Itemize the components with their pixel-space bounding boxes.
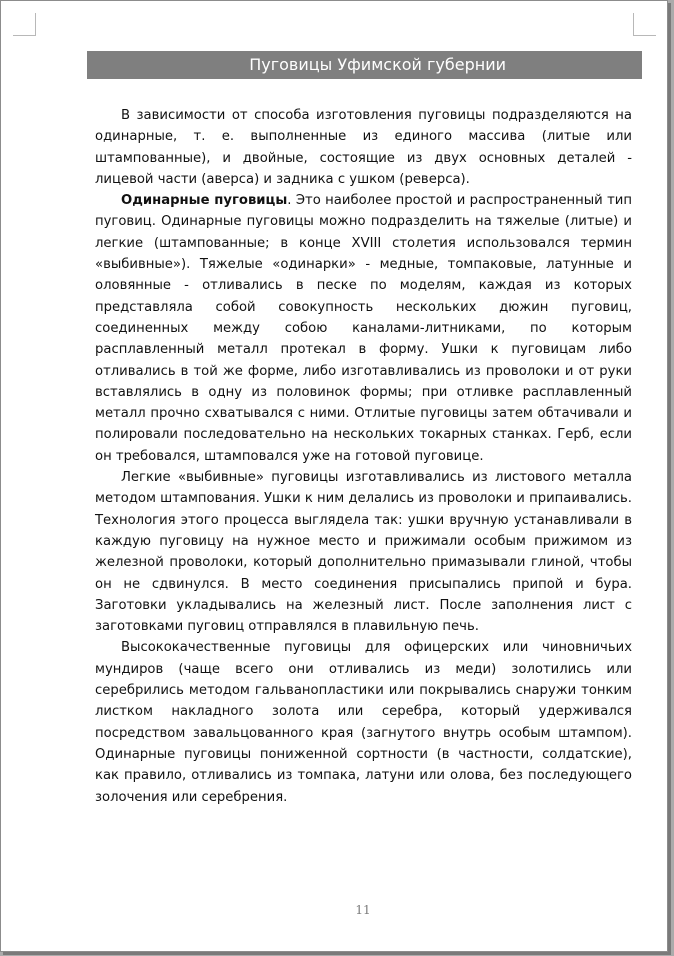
paragraph bbox=[95, 190, 632, 467]
paragraph bbox=[95, 105, 632, 190]
margin-corner-mark bbox=[13, 13, 36, 36]
paragraph-text: Высококачественные пуговицы для офицерских или чиновничьих мундиров (чаще всего они отливались из меди) золотились или серебрились методом гальванопластики или покрывались снаружи тонким листком накладного золота или серебра, который удерживался посредством завальцованного края (загнутого внутрь особым штампом). Одинарные пуговицы пониженной сортности (в частности, солдатские), как правило, отливались из томпака, латуни или олова, без последующего золочения или серебрения. bbox=[95, 640, 632, 805]
margin-corner-mark bbox=[633, 13, 656, 36]
page-title: Пуговицы Уфимской губернии bbox=[87, 51, 642, 79]
paragraph-text: В зависимости от способа изготовления пуговицы подразделяются на одинарные, т. е. выполненные из единого массива (литые или штампованные), и двойные, состоящие из двух основных деталей - лицевой части (аверса) и задника с ушком (реверса). bbox=[95, 108, 632, 187]
paragraph-text: Легкие «выбивные» пуговицы изготавливались из листового металла методом штампования. Ушки к ним делались из проволоки и припаивались. Технология этого процесса выглядела так: ушки вручную устанавливали в каждую пуговицу на нужное место и прижимали особым прижимом из железной проволоки, который дополнительно примазывали глиной, чтобы он не сдвинулся. В место соединения присыпались припой и бура. Заготовки укладывались на железный лист. После заполнения лист с заготовками пуговиц отправлялся в плавильную печь. bbox=[95, 470, 632, 635]
paragraph bbox=[95, 467, 632, 637]
paragraph-lead: Одинарные пуговицы bbox=[121, 193, 288, 209]
body-text bbox=[95, 105, 632, 808]
paragraph-text: . Это наиболее простой и распространенный тип пуговиц. Одинарные пуговицы можно подразделить на тяжелые (литые) и легкие (штампованные; в конце XVIII столетия использовался термин «выбивные»). Тяжелые «одинарки» - медные, томпаковые, латунные и оловянные - отливались в песке по моделям, каждая из которых представляла собой совокупность нескольких дюжин пуговиц, соединенных между собою каналами-литниками, по которым расплавленный металл протекал в форму. Ушки к пуговицам либо отливались в той же форме, либо изготавливались из проволоки и от руки вставлялись в одну из половинок формы; при отливке расплавленный металл прочно схватывался с ними. Отлитые пуговицы затем обтачивали и полировали последовательно на нескольких токарных станках. Герб, если он требовался, штамповался уже на готовой пуговице. bbox=[95, 193, 632, 464]
page-number: 11 bbox=[355, 903, 371, 917]
paragraph bbox=[95, 637, 632, 807]
